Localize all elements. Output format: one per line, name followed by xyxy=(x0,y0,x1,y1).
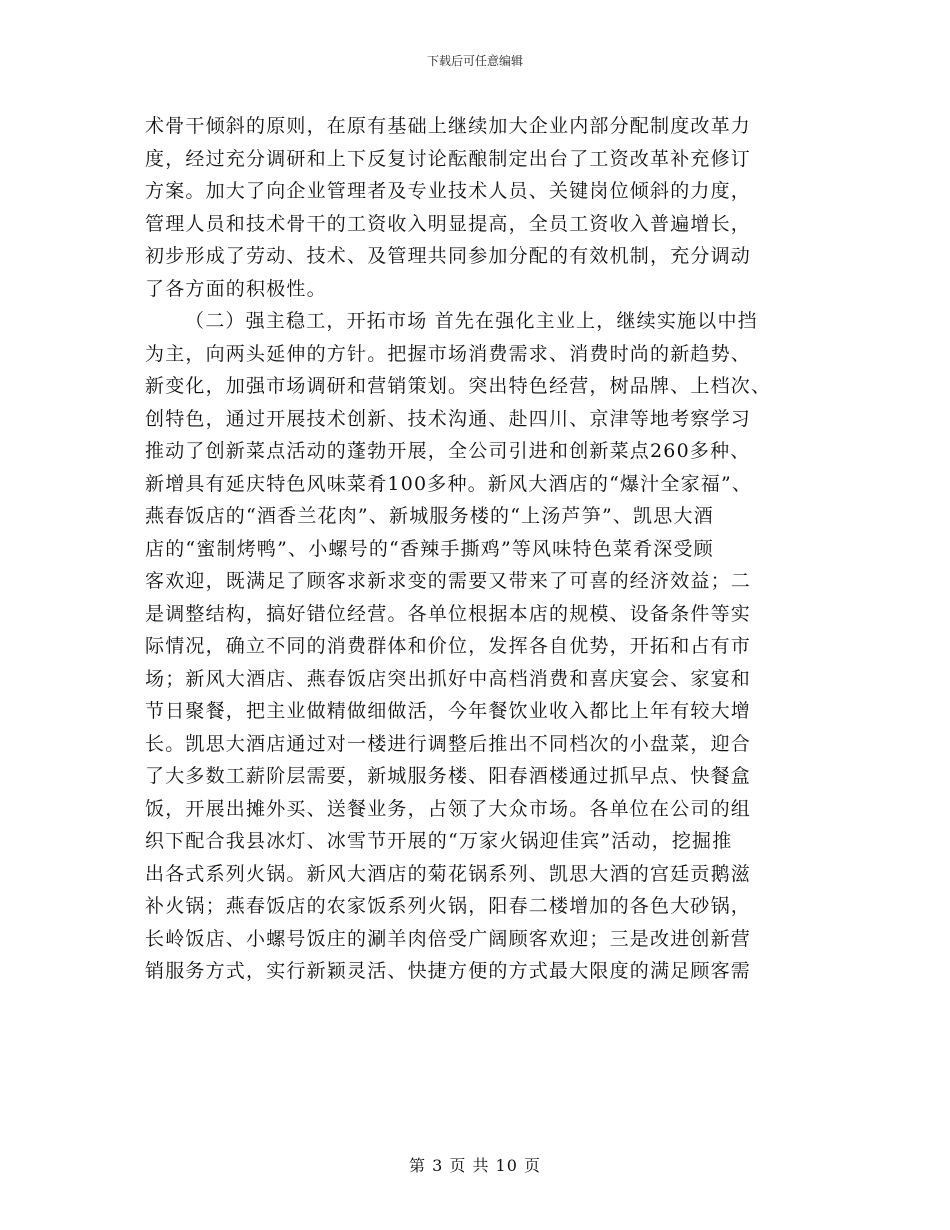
text-line: 为主，向两头延伸的方针。把握市场消费需求、消费时尚的新趋势、 xyxy=(145,342,752,365)
text-line: 饭，开展出摊外买、送餐业务，占领了大众市场。各单位在公司的组 xyxy=(145,797,752,820)
text-line: 新增具有延庆特色风味菜肴100多种。新风大酒店的“爆汁全家福”、 xyxy=(145,472,753,495)
text-line: 管理人员和技术骨干的工资收入明显提高，全员工资收入普遍增长， xyxy=(145,212,752,235)
text-line: 织下配合我县冰灯、冰雪节开展的“万家火锅迎佳宾”活动，挖掘推 xyxy=(145,830,733,852)
body-text xyxy=(145,110,805,988)
text-line: 长。凯思大酒店通过对一楼进行调整后推出不同档次的小盘菜，迎合 xyxy=(145,732,752,755)
text-line: 销服务方式，实行新颖灵活、快捷方便的方式最大限度的满足顾客需 xyxy=(145,960,752,982)
text-line: 了大多数工薪阶层需要，新城服务楼、阳春酒楼通过抓早点、快餐盒 xyxy=(145,765,752,787)
text-line: 了各方面的积极性。 xyxy=(145,277,327,300)
text-line: 推动了创新菜点活动的蓬勃开展，全公司引进和创新菜点260多种、 xyxy=(145,440,751,462)
text-line: 出各式系列火锅。新风大酒店的菊花锅系列、凯思大酒的宫廷贡鹅滋 xyxy=(145,862,752,885)
text-line: 术骨干倾斜的原则，在原有基础上继续加大企业内部分配制度改革力 xyxy=(145,115,752,137)
text-line: 际情况，确立不同的消费群体和价位，发挥各自优势，开拓和占有市 xyxy=(145,635,752,657)
text-line: 是调整结构，搞好错位经营。各单位根据本店的规模、设备条件等实 xyxy=(145,602,752,625)
text-line: 方案。加大了向企业管理者及专业技术人员、关键岗位倾斜的力度， xyxy=(145,180,752,202)
text-line: 补火锅；燕春饭店的农家饭系列火锅，阳春二楼增加的各色大砂锅， xyxy=(145,895,752,917)
text-line: 节日聚餐，把主业做精做细做活，今年餐饮业收入都比上年有较大增 xyxy=(145,700,752,722)
text-line: 初步形成了劳动、技术、及管理共同参加分配的有效机制，充分调动 xyxy=(145,245,752,267)
text-line: 创特色，通过开展技术创新、技术沟通、赴四川、京津等地考察学习 xyxy=(145,407,752,430)
text-line: 店的“蜜制烤鸭”、小螺号的“香辣手撕鸡”等风味特色菜肴深受顾 xyxy=(145,537,714,560)
page-number-footer: 第 3 页 共 10 页 xyxy=(409,1156,541,1175)
page-header: 下载后可任意编辑 xyxy=(426,54,523,68)
text-line: 长岭饭店、小螺号饭庄的涮羊肉倍受广阔顾客欢迎；三是改进创新营 xyxy=(145,927,752,950)
text-line: 度，经过充分调研和上下反复讨论酝酿制定出台了工资改革补充修订 xyxy=(145,147,752,170)
text-line: 客欢迎，既满足了顾客求新求变的需要又带来了可喜的经济效益；二 xyxy=(145,570,752,592)
text-line: 场；新风大酒店、燕春饭店突出抓好中高档消费和喜庆宴会、家宴和 xyxy=(145,667,752,690)
text-line: 新变化，加强市场调研和营销策划。突出特色经营，树品牌、上档次、 xyxy=(145,375,772,397)
text-line: 燕春饭店的“酒香兰花肉”、新城服务楼的“上汤芦笋”、凯思大酒 xyxy=(145,505,714,527)
section-heading-line: （二）强主稳工，开拓市场 首先在强化主业上，继续实施以中挡 xyxy=(185,310,758,332)
